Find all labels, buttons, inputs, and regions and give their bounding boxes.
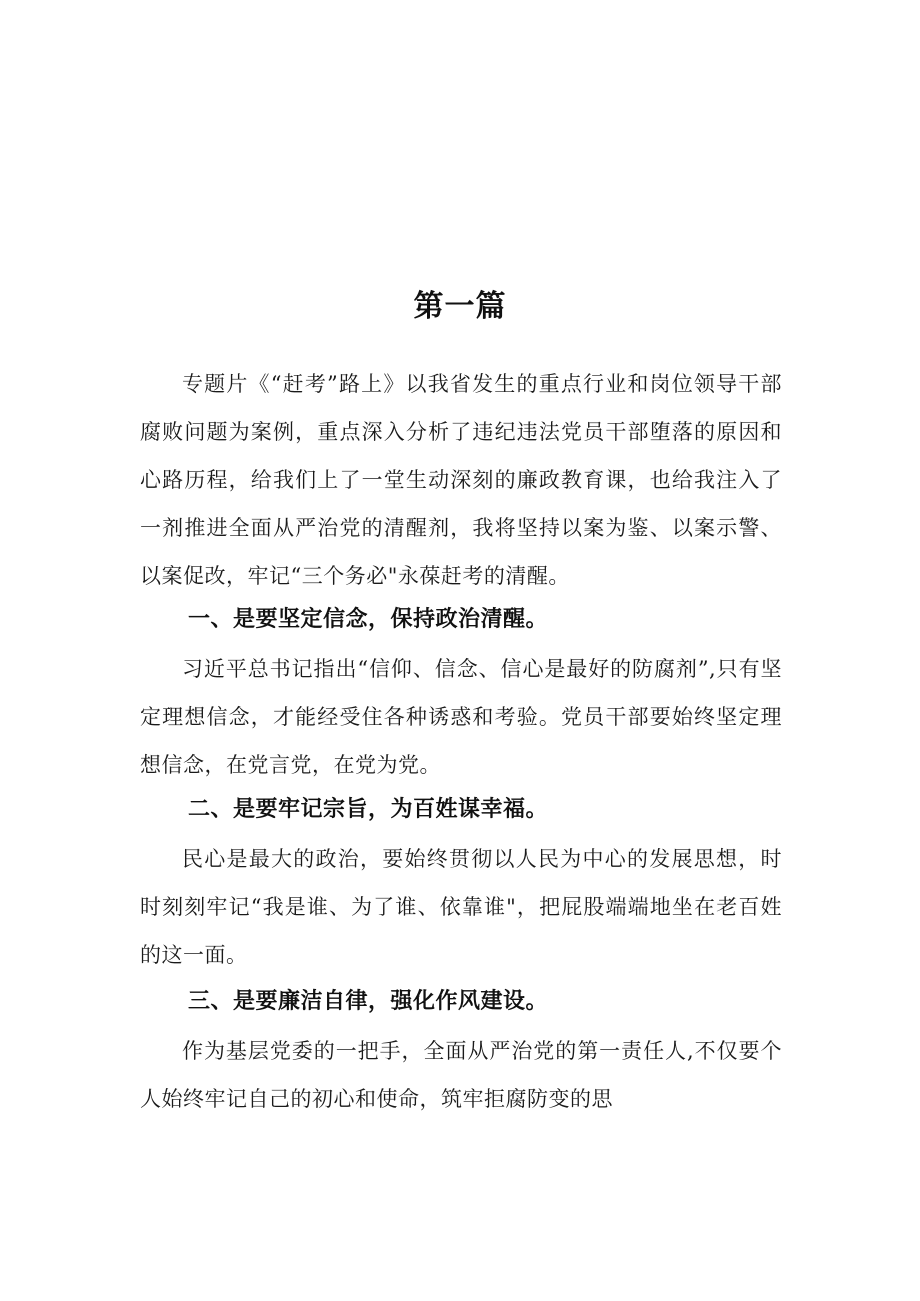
section-body-1: 习近平总书记指出“信仰、信念、信心是最好的防腐剂”,只有坚定理想信念，才能经受住各种诱惑和考验。党员干部要始终坚定理想信念，在党言党，在党为党。 [140,657,782,777]
section-body-3: 作为基层党委的一把手，全面从严治党的第一责任人,不仅要个人始终牢记自己的初心和使命，筑牢拒腐防变的思 [140,1039,782,1111]
intro-paragraph: 专题片《“赶考”路上》以我省发生的重点行业和岗位领导干部腐败问题为案例，重点深入分析了违纪违法党员干部堕落的原因和心路历程，给我们上了一堂生动深刻的廉政教育课，也给我注入了一剂推进全面从严治党的清醒剂，我将坚持以案为鉴、以案示警、以案促改，牢记“三个务必"永葆赶考的清醒。 [140,372,782,588]
page-title: 第一篇 [413,289,507,324]
section-heading-1: 一、是要坚定信念，保持政治清醒。 [188,607,549,632]
section-body-2: 民心是最大的政治，要始终贯彻以人民为中心的发展思想，时时刻刻牢记“我是谁、为了谁、依靠谁"，把屁股端端地坐在老百姓的这一面。 [140,847,782,967]
section-heading-2: 二、是要牢记宗旨，为百姓谋幸福。 [188,797,549,822]
section-heading-3: 三、是要廉洁自律，强化作风建设。 [188,989,549,1014]
